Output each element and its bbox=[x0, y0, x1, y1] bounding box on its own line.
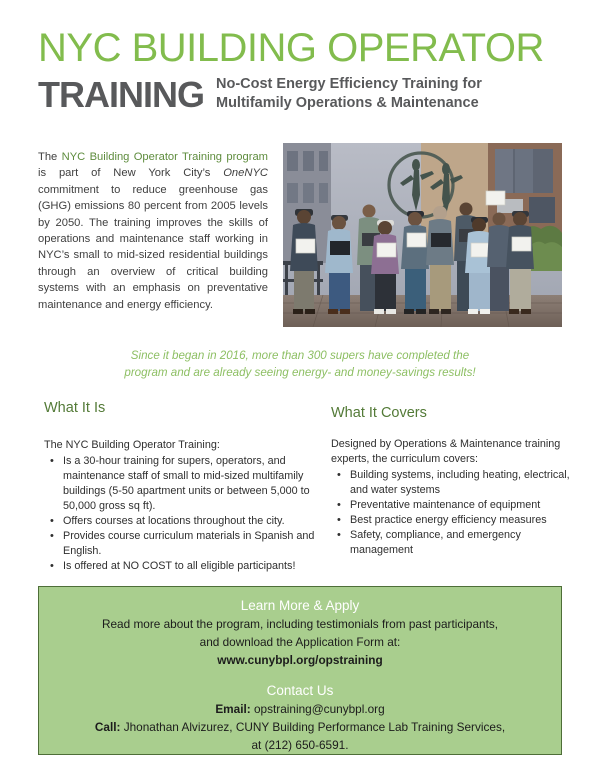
learn-more-heading: Learn More & Apply bbox=[240, 598, 360, 613]
list-item: • Provides course curriculum materials in Spanish and English. bbox=[44, 529, 316, 559]
learn-more-line1: Read more about the program, including testimonials from past participants, bbox=[101, 617, 499, 631]
what-it-covers-lead: Designed by Operations & Maintenance training experts, the curriculum covers: bbox=[331, 438, 561, 465]
intro-segment-1: The bbox=[38, 151, 62, 163]
page-subtitle-line1: No-Cost Energy Efficiency Training for bbox=[216, 76, 482, 92]
what-it-is-lead: The NYC Building Operator Training: bbox=[44, 439, 220, 451]
page-subtitle-line2: Multifamily Operations & Maintenance bbox=[216, 94, 479, 111]
section-what-it-is bbox=[44, 399, 316, 574]
callout-line1: Since it began in 2016, more than 300 supers have completed the bbox=[130, 349, 470, 362]
page-title-line2: TRAINING bbox=[38, 74, 204, 115]
intro-highlight-program-name: NYC Building Operator Training program bbox=[61, 151, 269, 163]
section-what-it-covers bbox=[331, 404, 581, 558]
page-subtitle bbox=[216, 75, 482, 113]
title-row-secondary bbox=[38, 75, 562, 113]
photo-illustration bbox=[283, 143, 562, 327]
list-item: • Is offered at NO COST to all eligible participants! bbox=[44, 559, 316, 574]
contact-block bbox=[39, 681, 561, 754]
list-item: • Building systems, including heating, electrical, and water systems bbox=[331, 468, 581, 498]
contact-email-row bbox=[39, 700, 561, 718]
list-item: • Best practice energy efficiency measures bbox=[331, 513, 581, 528]
contact-phone-number: at (212) 650-6591. bbox=[251, 738, 349, 752]
contact-person-name: Jhonathan Alvizurez, CUNY Building Performance Lab Training Services, bbox=[123, 720, 506, 734]
graduates-group-photo bbox=[283, 143, 562, 327]
intro-paragraph bbox=[38, 149, 268, 313]
email-label: Email: bbox=[215, 702, 251, 716]
contact-call-row bbox=[39, 718, 561, 736]
list-item: • Offers courses at locations throughout the city. bbox=[44, 514, 316, 529]
program-website-link[interactable]: www.cunybpl.org/opstraining bbox=[217, 653, 383, 667]
learn-more-block bbox=[39, 596, 561, 669]
what-it-covers-bullet-list bbox=[331, 468, 581, 558]
list-item: • Safety, compliance, and emergency management bbox=[331, 528, 581, 558]
program-results-callout bbox=[78, 347, 522, 381]
list-item: • Preventative maintenance of equipment bbox=[331, 498, 581, 513]
call-to-action-box bbox=[38, 586, 562, 755]
intro-segment-3: commitment to reduce greenhouse gas (GHG) emissions 80 percent from 2005 levels by 2050. The training improves the skills of operations and maintenance staff working in NYC’s small to mid-sized residential buildings through an overview of critical building systems with an emphasis on preventative maintenance and energy efficiency. bbox=[38, 183, 268, 311]
flyer-header bbox=[38, 28, 562, 113]
contact-us-heading: Contact Us bbox=[266, 683, 334, 698]
what-it-covers-heading: What It Covers bbox=[331, 405, 427, 421]
callout-line2: program and are already seeing energy- and money-savings results! bbox=[124, 366, 476, 379]
email-address-link[interactable]: opstraining@cunybpl.org bbox=[254, 702, 385, 716]
call-label: Call: bbox=[94, 720, 121, 734]
intro-segment-2: is part of New York City’s bbox=[38, 167, 224, 180]
what-it-is-heading: What It Is bbox=[44, 400, 106, 416]
page-title-line1: NYC BUILDING OPERATOR bbox=[38, 26, 544, 70]
intro-italic-onenyc: OneNYC bbox=[223, 167, 268, 180]
learn-more-line2: and download the Application Form at: bbox=[199, 635, 401, 649]
list-item: • Is a 30-hour training for supers, operators, and maintenance staff of small to mid-sized multifamily buildings (5-50 apartment units or between 5,000 to 50,000 gross sq ft). bbox=[44, 454, 316, 514]
what-it-is-bullet-list bbox=[44, 454, 316, 574]
